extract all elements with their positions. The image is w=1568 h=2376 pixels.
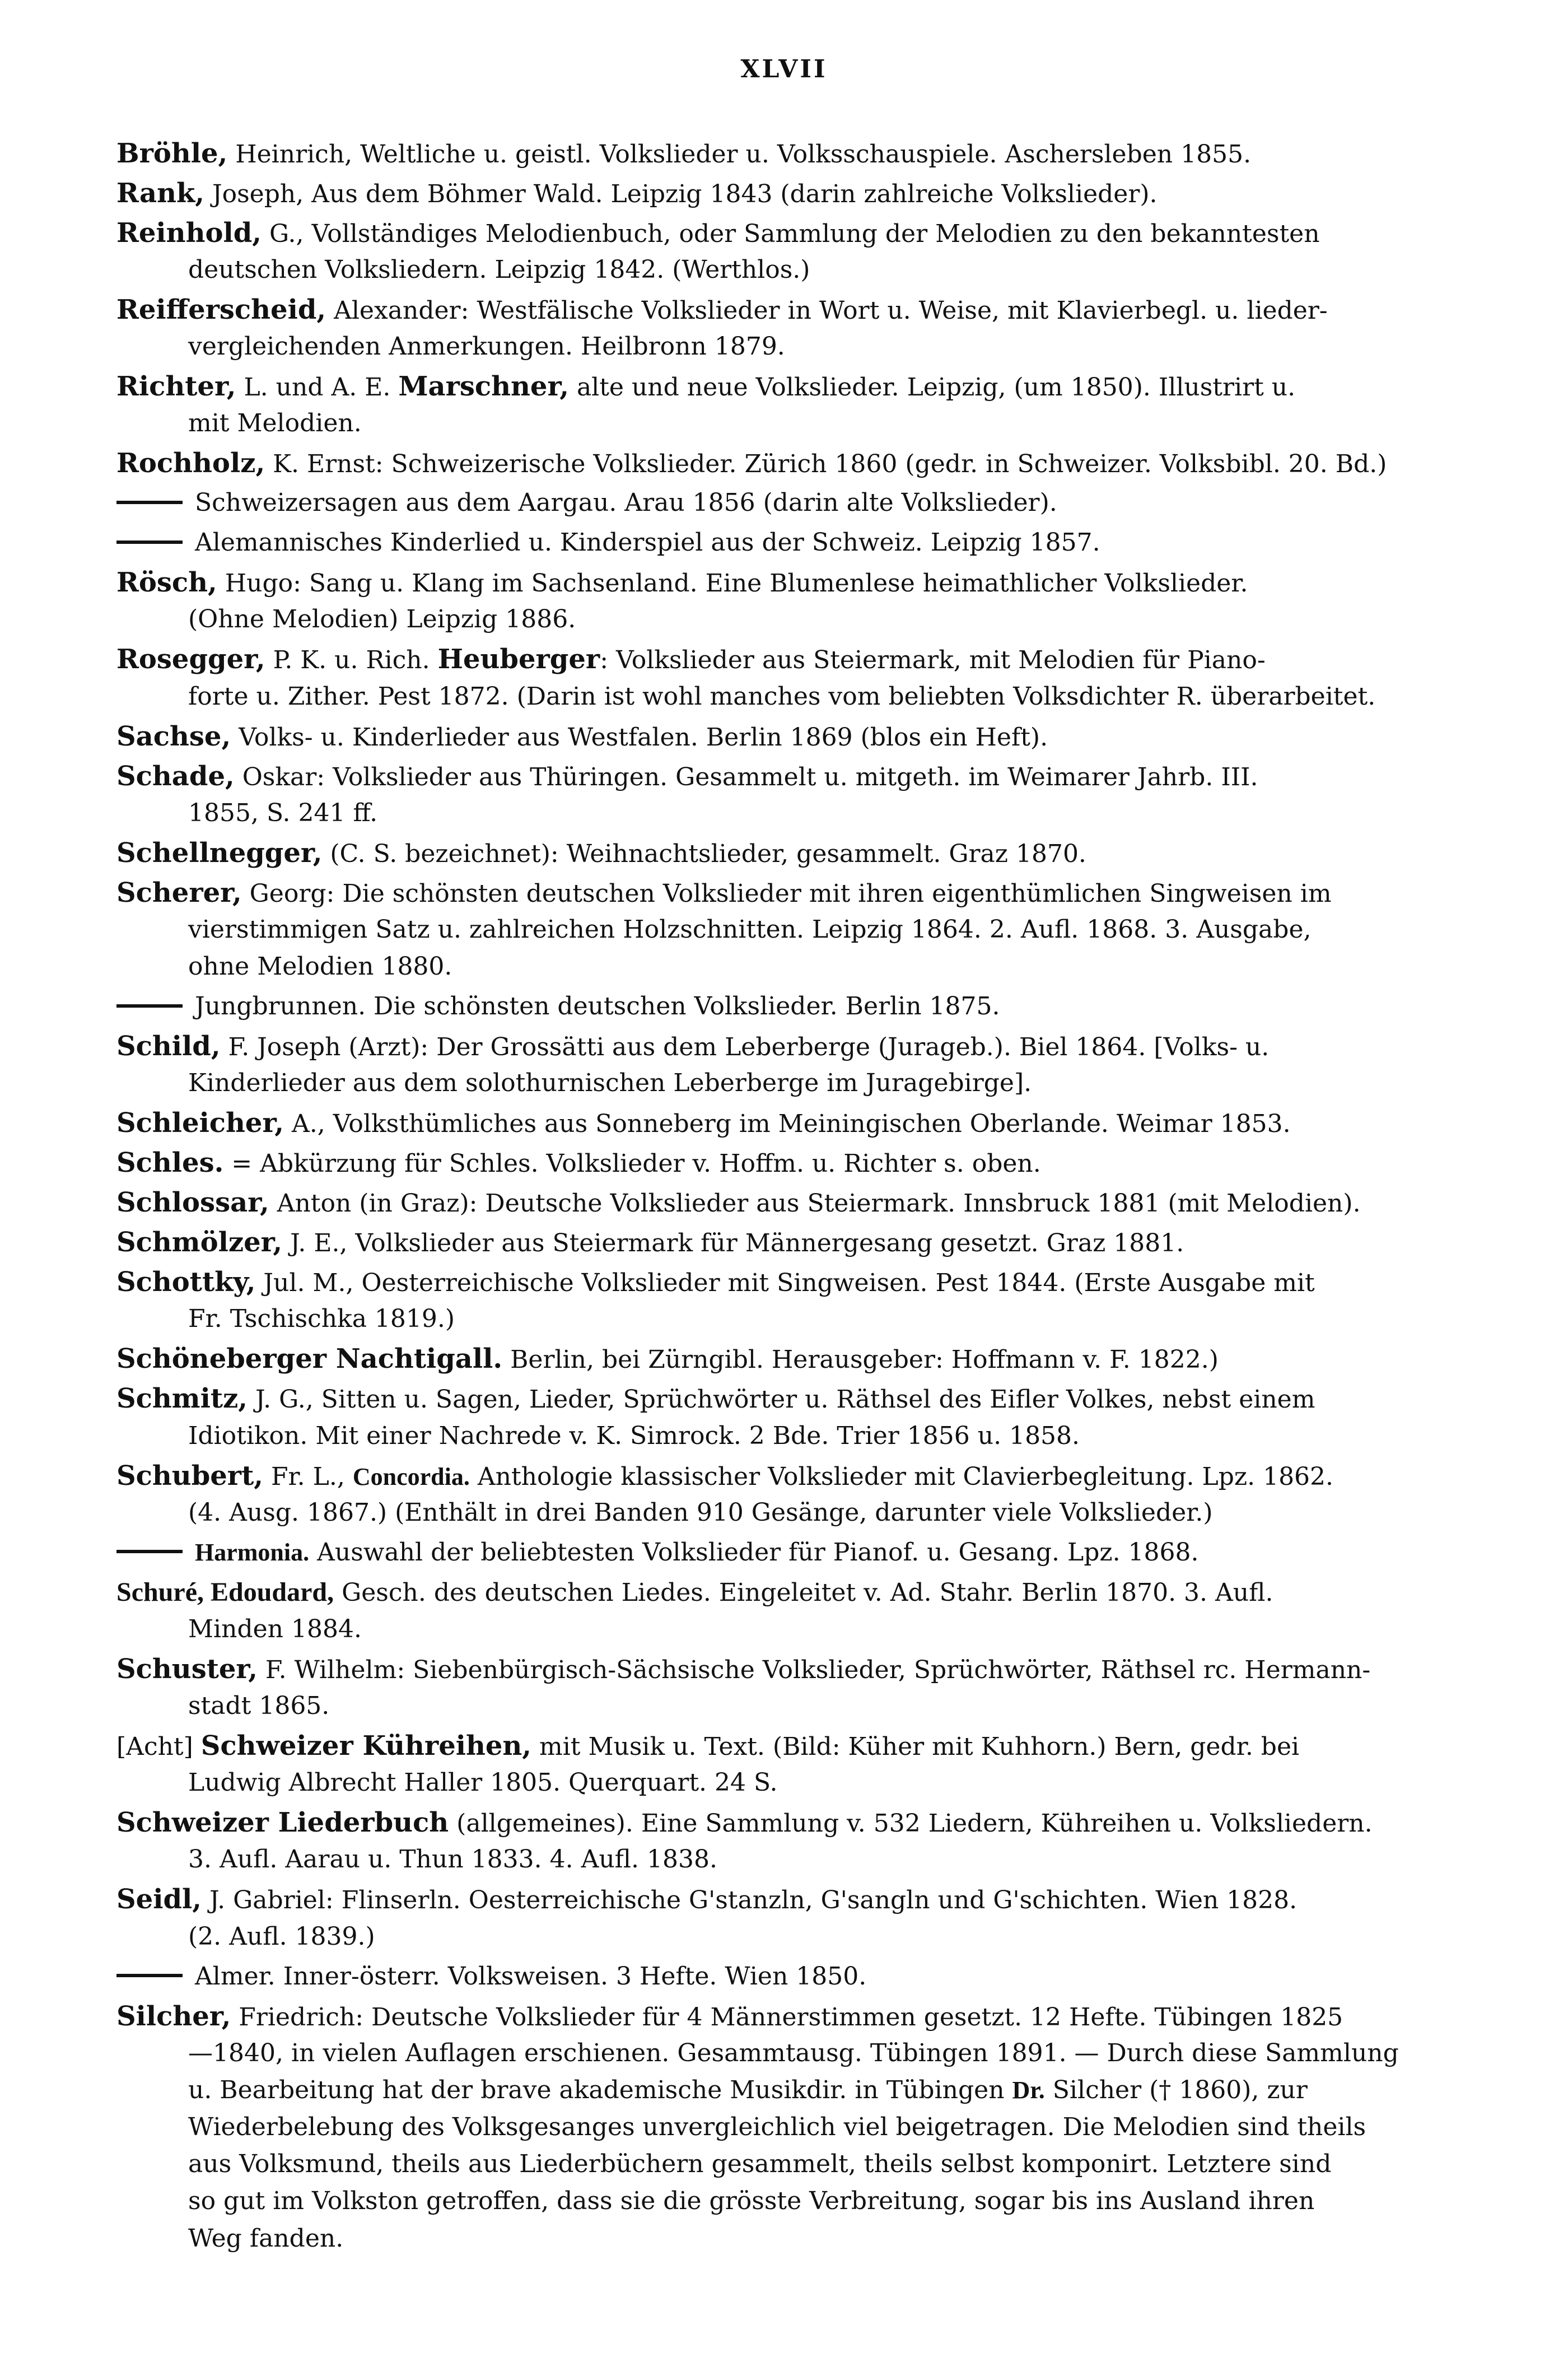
entry-text: Anthologie klassischer Volkslieder mit Clavierbegleitung. Lpz. 1862.	[469, 1462, 1334, 1491]
bibliography-entry	[116, 215, 1455, 251]
entry-continuation	[116, 1418, 1455, 1455]
entry-text: —1840, in vielen Auflagen erschienen. Gesammtausg. Tübingen 1891. — Durch diese Sammlung	[188, 2038, 1399, 2067]
entry-text: L. und A. E.	[236, 373, 399, 402]
author-name: Schöneberger Nachtigall.	[116, 1343, 503, 1375]
ditto-dash	[116, 1004, 183, 1008]
entry-text: Jul. M., Oesterreichische Volkslieder mit Singweisen. Pest 1844. (Erste Ausgabe mit	[255, 1269, 1315, 1298]
entry-text: (allgemeines). Eine Sammlung v. 532 Liedern, Kühreihen u. Volksliedern.	[449, 1809, 1373, 1838]
bibliography-entry	[116, 1224, 1455, 1261]
bibliography-entry	[116, 1998, 1455, 2035]
bibliography-subentry	[116, 524, 1455, 561]
author-name: Sachse,	[116, 720, 231, 752]
entry-continuation	[116, 1764, 1455, 1801]
entry-continuation	[116, 405, 1455, 442]
entry-text: K. Ernst: Schweizerische Volkslieder. Zürich 1860 (gedr. in Schweizer. Volksbibl. 20. Bd.)	[265, 450, 1387, 479]
entry-text: Oskar: Volkslieder aus Thüringen. Gesammelt u. mitgeth. im Weimarer Jahrb. III.	[234, 762, 1258, 791]
entry-text: Alemannisches Kinderlied u. Kinderspiel aus der Schweiz. Leipzig 1857.	[195, 528, 1100, 557]
bibliography-entry	[116, 718, 1455, 755]
author-name: Schottky,	[116, 1266, 256, 1298]
author-name: Schuster,	[116, 1653, 258, 1685]
entry-text: Georg: Die schönsten deutschen Volkslieder mit ihren eigenthümlichen Singweisen im	[241, 879, 1332, 908]
entry-text: F. Joseph (Arzt): Der Grossätti aus dem Leberberge (Juragеb.). Biel 1864. [Volks- u.	[220, 1033, 1270, 1062]
entry-continuation	[116, 678, 1455, 715]
entry-text: 1855, S. 241 ff.	[188, 798, 378, 827]
author-name: Schweizer Kühreihen,	[200, 1730, 532, 1762]
entry-continuation	[116, 2220, 1455, 2257]
bibliography-entry	[116, 1380, 1455, 1417]
author-name: Rösch,	[116, 567, 217, 599]
entry-prefix: [Acht]	[116, 1732, 201, 1761]
author-name: Rank,	[116, 177, 204, 209]
author-name: Seidl,	[116, 1884, 202, 1916]
entry-text: Idiotikon. Mit einer Nachrede v. K. Simrock. 2 Bde. Trier 1856 u. 1858.	[188, 1421, 1080, 1450]
author-name: Reifferscheid,	[116, 293, 326, 325]
bibliography-subentry	[116, 484, 1455, 521]
bibliography-entry	[116, 1264, 1455, 1301]
entry-text: Berlin, bei Zürngibl. Herausgeber: Hoffmann v. F. 1822.)	[502, 1345, 1219, 1375]
bibliography-entry	[116, 175, 1455, 212]
bibliography-entry	[116, 1651, 1455, 1688]
author-name: Schellnegger,	[116, 837, 323, 869]
entry-text: Weg fanden.	[188, 2224, 344, 2253]
bibliography-entry	[116, 135, 1455, 172]
bibliography-entry	[116, 1184, 1455, 1221]
entry-text: 3. Aufl. Aarau u. Thun 1833. 4. Aufl. 1838.	[188, 1845, 717, 1874]
bibliography-entry	[116, 1804, 1455, 1841]
bibliography-entry	[116, 291, 1455, 328]
entry-text: Fr. L.,	[263, 1462, 353, 1491]
entry-text: (2. Aufl. 1839.)	[188, 1922, 375, 1951]
entry-continuation	[116, 2072, 1455, 2109]
bibliography-entry	[116, 758, 1455, 795]
author-name: Reinhold,	[116, 217, 262, 249]
co-author-name: Marschner,	[398, 371, 569, 403]
bibliography-list	[116, 132, 1455, 2257]
entry-text: alte und neue Volkslieder. Leipzig, (um 1850). Illustrirt u.	[568, 373, 1296, 402]
ditto-dash	[116, 1974, 183, 1977]
entry-text: Silcher († 1860), zur	[1044, 2075, 1308, 2104]
entry-text: Friedrich: Deutsche Volkslieder für 4 Männerstimmen gesetzt. 12 Hefte. Tübingen 1825	[231, 2002, 1343, 2032]
work-title: Harmonia.	[195, 1538, 310, 1566]
author-name: Schleicher,	[116, 1107, 284, 1139]
author-name: Schles.	[116, 1147, 224, 1179]
entry-text: vierstimmigen Satz u. zahlreichen Holzschnitten. Leipzig 1864. 2. Aufl. 1868. 3. Ausgabe,	[188, 915, 1312, 944]
bibliography-entry	[116, 1881, 1455, 1918]
bibliography-subentry	[116, 1958, 1455, 1995]
author-name: Schmölzer,	[116, 1227, 283, 1259]
ditto-dash	[116, 541, 183, 544]
entry-continuation	[116, 795, 1455, 832]
author-name: Schild,	[116, 1031, 221, 1063]
entry-text: vergleichenden Anmerkungen. Heilbronn 1879.	[188, 332, 785, 361]
author-name: Silcher,	[116, 2000, 231, 2032]
entry-text: (C. S. bezeichnet): Weihnachtslieder, gesammelt. Graz 1870.	[322, 839, 1086, 868]
author-name: Schlossar,	[116, 1187, 269, 1219]
entry-text: Minden 1884.	[188, 1614, 362, 1643]
bibliography-entry	[116, 1105, 1455, 1142]
entry-continuation	[116, 328, 1455, 365]
bibliography-entry	[116, 1574, 1455, 1611]
entry-text: Anton (in Graz): Deutsche Volkslieder aus Steiermark. Innsbruck 1881 (mit Melodien).	[269, 1189, 1361, 1218]
entry-text: = Abkürzung für Schles. Volkslieder v. Hoffm. u. Richter s. oben.	[223, 1149, 1041, 1178]
bibliography-entry	[116, 874, 1455, 911]
entry-continuation	[116, 601, 1455, 638]
entry-text: Ludwig Albrecht Haller 1805. Querquart. 24 S.	[188, 1768, 778, 1797]
entry-text: G., Vollständiges Melodienbuch, oder Sammlung der Melodien zu den bekanntesten	[261, 219, 1320, 248]
page-number: XLVII	[740, 55, 828, 83]
entry-text: mit Melodien.	[188, 409, 362, 438]
author-name: Scherer,	[116, 877, 242, 909]
entry-continuation	[116, 2109, 1455, 2146]
entry-text: Joseph, Aus dem Böhmer Wald. Leipzig 1843 (darin zahlreiche Volkslieder).	[204, 179, 1158, 208]
entry-continuation	[116, 2146, 1455, 2183]
bibliography-entry	[116, 368, 1455, 405]
bibliography-entry	[116, 1144, 1455, 1181]
bibliography-entry	[116, 1340, 1455, 1377]
entry-text: Volks- u. Kinderlieder aus Westfalen. Berlin 1869 (blos ein Heft).	[231, 723, 1048, 752]
author-name: Schmitz,	[116, 1383, 248, 1415]
entry-text: (4. Ausg. 1867.) (Enthält in drei Banden 910 Gesänge, darunter viele Volkslieder.)	[188, 1498, 1213, 1527]
author-name: Schubert,	[116, 1460, 263, 1492]
entry-text: Heinrich, Weltliche u. geistl. Volkslieder u. Volksschauspiele. Aschersleben 1855.	[227, 139, 1252, 169]
entry-text: mit Musik u. Text. (Bild: Küher mit Kuhhorn.) Bern, gedr. bei	[531, 1732, 1300, 1761]
entry-continuation	[116, 1688, 1455, 1725]
entry-text: F. Wilhelm: Siebenbürgisch-Sächsische Volkslieder, Sprüchwörter, Räthsel rc. Hermann-	[257, 1655, 1371, 1684]
entry-text: Gesch. des deutschen Liedes. Eingeleitet v. Ad. Stahr. Berlin 1870. 3. Aufl.	[334, 1578, 1273, 1607]
entry-text: ohne Melodien 1880.	[188, 952, 452, 981]
bibliography-entry	[116, 1727, 1455, 1764]
author-name: Schweizer Liederbuch	[116, 1807, 449, 1839]
entry-continuation	[116, 251, 1455, 288]
bibliography-entry	[116, 641, 1455, 678]
roman-text: Dr.	[1012, 2076, 1045, 2104]
co-author-name: Heuberger	[437, 644, 600, 675]
author-name: Rosegger,	[116, 644, 265, 675]
entry-text: J. Gabriel: Flinserln. Oesterreichische G'stanzln, G'sangln und G'schichten. Wien 1828.	[201, 1886, 1298, 1915]
entry-text: Almer. Inner-österr. Volksweisen. 3 Hefte. Wien 1850.	[195, 1962, 867, 1991]
entry-text: A., Volksthümliches aus Sonneberg im Meiningischen Oberlande. Weimar 1853.	[283, 1110, 1291, 1139]
bibliography-entry	[116, 564, 1455, 601]
ditto-dash	[116, 1550, 183, 1553]
author-name: Rochholz,	[116, 448, 265, 479]
entry-text: Auswahl der beliebtesten Volkslieder für Pianof. u. Gesang. Lpz. 1868.	[309, 1538, 1199, 1567]
ditto-dash	[116, 501, 183, 504]
entry-text: Hugo: Sang u. Klang im Sachsenland. Eine Blumenlese heimathlicher Volkslieder.	[217, 569, 1248, 598]
entry-continuation	[116, 1841, 1455, 1878]
entry-text: u. Bearbeitung hat der brave akademische Musikdir. in Tübingen	[188, 2075, 1012, 2104]
bibliography-entry	[116, 1028, 1455, 1065]
entry-continuation	[116, 1611, 1455, 1648]
entry-text: deutschen Volksliedern. Leipzig 1842. (Werthlos.)	[188, 255, 810, 284]
bibliography-entry	[116, 835, 1455, 872]
entry-text: so gut im Volkston getroffen, dass sie die grösste Verbreitung, sogar bis ins Ausland ihren	[188, 2187, 1315, 2216]
bibliography-entry	[116, 1457, 1455, 1494]
entry-text: P. K. u. Rich.	[265, 646, 438, 675]
entry-continuation	[116, 1494, 1455, 1531]
author-name: Schuré, Edoudard,	[116, 1577, 334, 1607]
entry-text: J. E., Volkslieder aus Steiermark für Männergesang gesetzt. Graz 1881.	[282, 1229, 1184, 1258]
entry-continuation	[116, 1918, 1455, 1955]
entry-text: Schweizersagen aus dem Aargau. Arau 1856 (darin alte Volkslieder).	[195, 488, 1057, 518]
entry-text: Fr. Tschischka 1819.)	[188, 1305, 455, 1334]
bibliography-subentry	[116, 1534, 1455, 1571]
author-name: Bröhle,	[116, 137, 228, 169]
author-name: Schade,	[116, 760, 235, 792]
roman-text: Concordia.	[352, 1462, 470, 1490]
entry-continuation	[116, 1065, 1455, 1102]
entry-continuation	[116, 2035, 1455, 2072]
entry-text: aus Volksmund, theils aus Liederbüchern gesammelt, theils selbst komponirt. Letztere sind	[188, 2150, 1332, 2179]
entry-continuation	[116, 948, 1455, 985]
entry-text: J. G., Sitten u. Sagen, Lieder, Sprüchwörter u. Räthsel des Eifler Volkes, nebst einem	[247, 1385, 1315, 1414]
entry-text: (Ohne Melodien) Leipzig 1886.	[188, 605, 576, 634]
entry-text: forte u. Zither. Pest 1872. (Darin ist wohl manches vom beliebten Volksdichter R. überarbeitet.	[188, 682, 1376, 711]
entry-continuation	[116, 2183, 1455, 2220]
author-name: Richter,	[116, 371, 236, 403]
bibliography-subentry	[116, 988, 1455, 1025]
entry-continuation	[116, 1301, 1455, 1338]
entry-text: Kinderlieder aus dem solothurnischen Leberberge im Juragebirge].	[188, 1069, 1032, 1098]
entry-text: : Volkslieder aus Steiermark, mit Melodien für Piano-	[600, 646, 1266, 675]
entry-text: Alexander: Westfälische Volkslieder in Wort u. Weise, mit Klavierbegl. u. lieder-	[326, 296, 1328, 325]
entry-text: stadt 1865.	[188, 1692, 330, 1721]
bibliography-entry	[116, 445, 1455, 482]
entry-text: Wiederbelebung des Volksgesanges unvergleichlich viel beigetragen. Die Melodien sind theils	[188, 2113, 1366, 2142]
entry-continuation	[116, 911, 1455, 948]
entry-text: Jungbrunnen. Die schönsten deutschen Volkslieder. Berlin 1875.	[195, 992, 1000, 1021]
